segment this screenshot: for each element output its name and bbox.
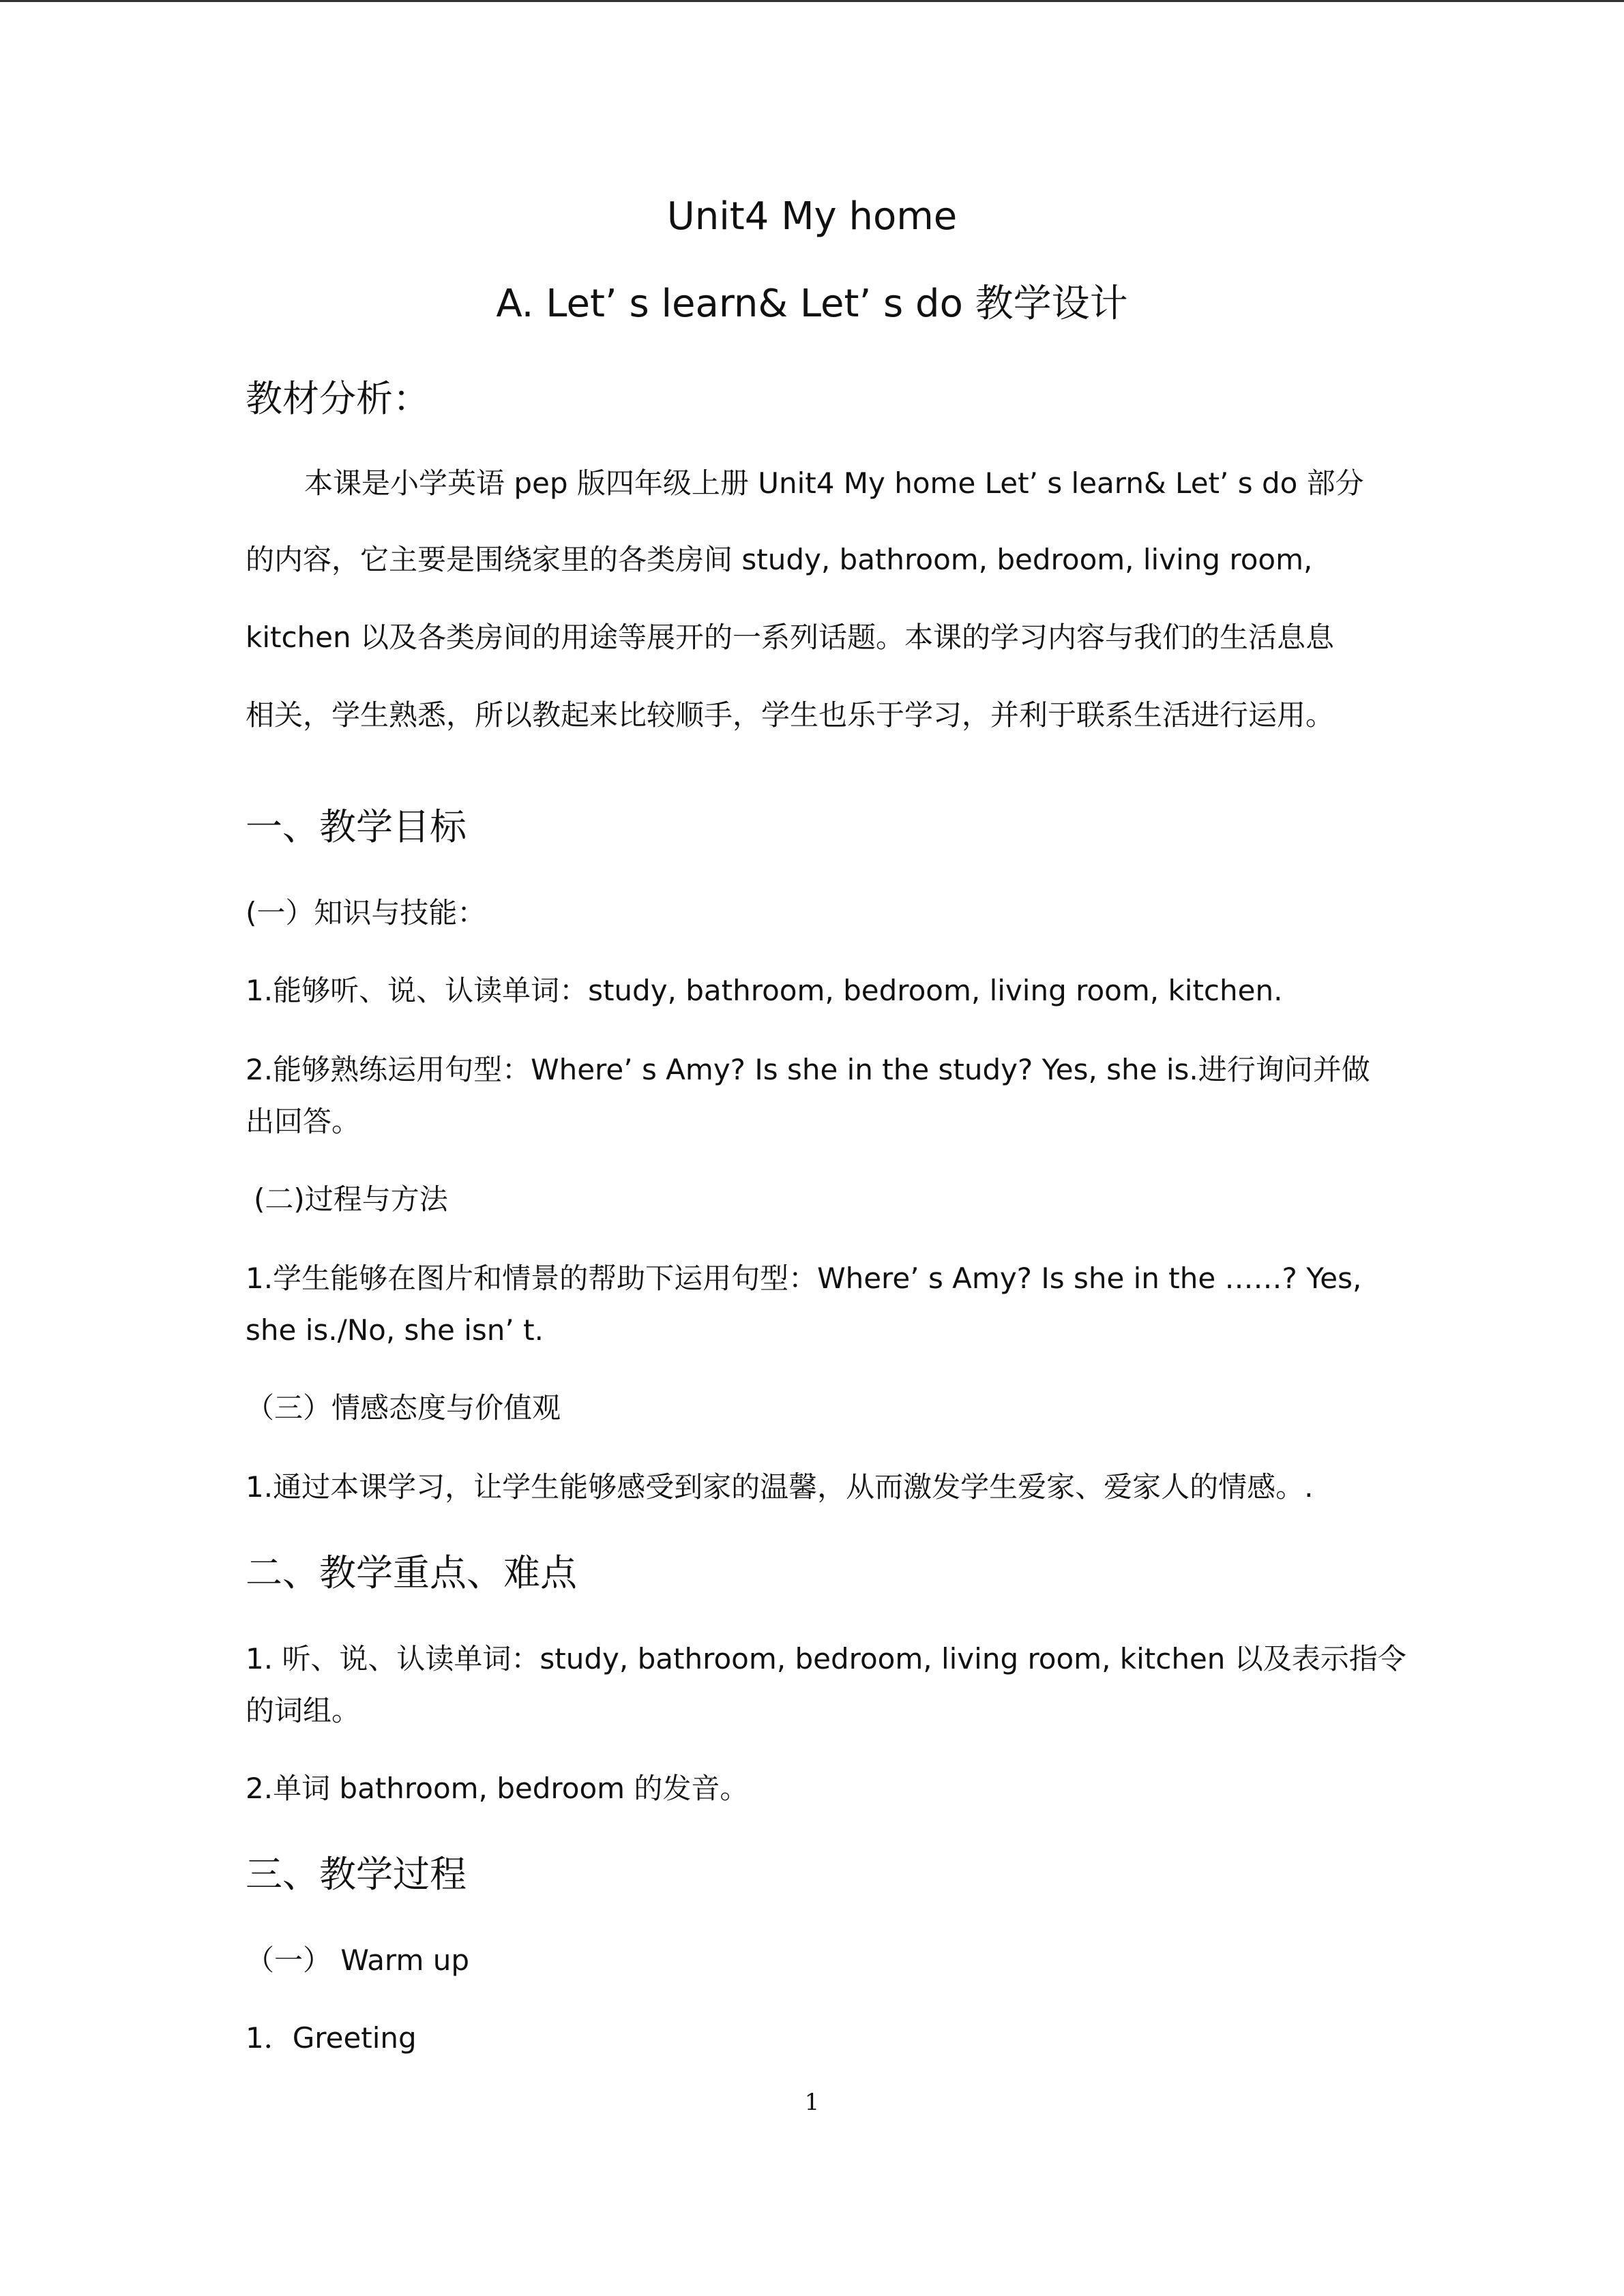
procedure-heading: 三、教学过程	[246, 1853, 467, 1896]
process-item-1: 1.学生能够在图片和情景的帮助下运用句型：Where’ s Amy? Is she in the ……? Yes,	[246, 1262, 1362, 1295]
page-top-border	[0, 0, 1624, 2]
document-subtitle: A. Let’ s learn& Let’ s do 教学设计	[496, 282, 1128, 326]
goals-heading: 一、教学目标	[246, 805, 467, 848]
emotion-heading: （三）情感态度与价值观	[246, 1391, 561, 1425]
keypoints-heading: 二、教学重点、难点	[246, 1551, 577, 1594]
knowledge-item-2-cont: 出回答。	[246, 1105, 361, 1138]
keypoints-item-1: 1. 听、说、认读单词：study, bathroom, bedroom, living room, kitchen 以及表示指令	[246, 1642, 1406, 1675]
process-item-1-cont: she is./No, she isn’ t.	[246, 1313, 544, 1347]
knowledge-heading: (一）知识与技能：	[246, 896, 486, 929]
keypoints-item-1-cont: 的词组。	[246, 1694, 361, 1727]
page-number: 1	[804, 2089, 820, 2116]
emotion-item-1: 1.通过本课学习，让学生能够感受到家的温馨，从而激发学生爱家、爱家人的情感。.	[246, 1470, 1314, 1504]
analysis-line: 的内容，它主要是围绕家里的各类房间 study, bathroom, bedroom, living room,	[246, 543, 1313, 576]
warmup-heading: （一） Warm up	[246, 1943, 470, 1977]
knowledge-item-1: 1.能够听、说、认读单词：study, bathroom, bedroom, living room, kitchen.	[246, 974, 1283, 1007]
document-title: Unit4 My home	[666, 194, 958, 239]
analysis-heading: 教材分析：	[246, 377, 430, 420]
keypoints-item-2: 2.单词 bathroom, bedroom 的发音。	[246, 1772, 749, 1805]
analysis-line: 本课是小学英语 pep 版四年级上册 Unit4 My home Let’ s learn& Let’ s do 部分	[304, 466, 1364, 500]
analysis-line: kitchen 以及各类房间的用途等展开的一系列话题。本课的学习内容与我们的生活息息	[246, 621, 1334, 654]
knowledge-item-2: 2.能够熟练运用句型：Where’ s Amy? Is she in the study? Yes, she is.进行询问并做	[246, 1053, 1370, 1086]
greeting-item: 1．Greeting	[246, 2021, 417, 2055]
process-heading: (二)过程与方法	[254, 1182, 448, 1216]
analysis-line: 相关，学生熟悉，所以教起来比较顺手，学生也乐于学习，并利于联系生活进行运用。	[246, 698, 1335, 732]
